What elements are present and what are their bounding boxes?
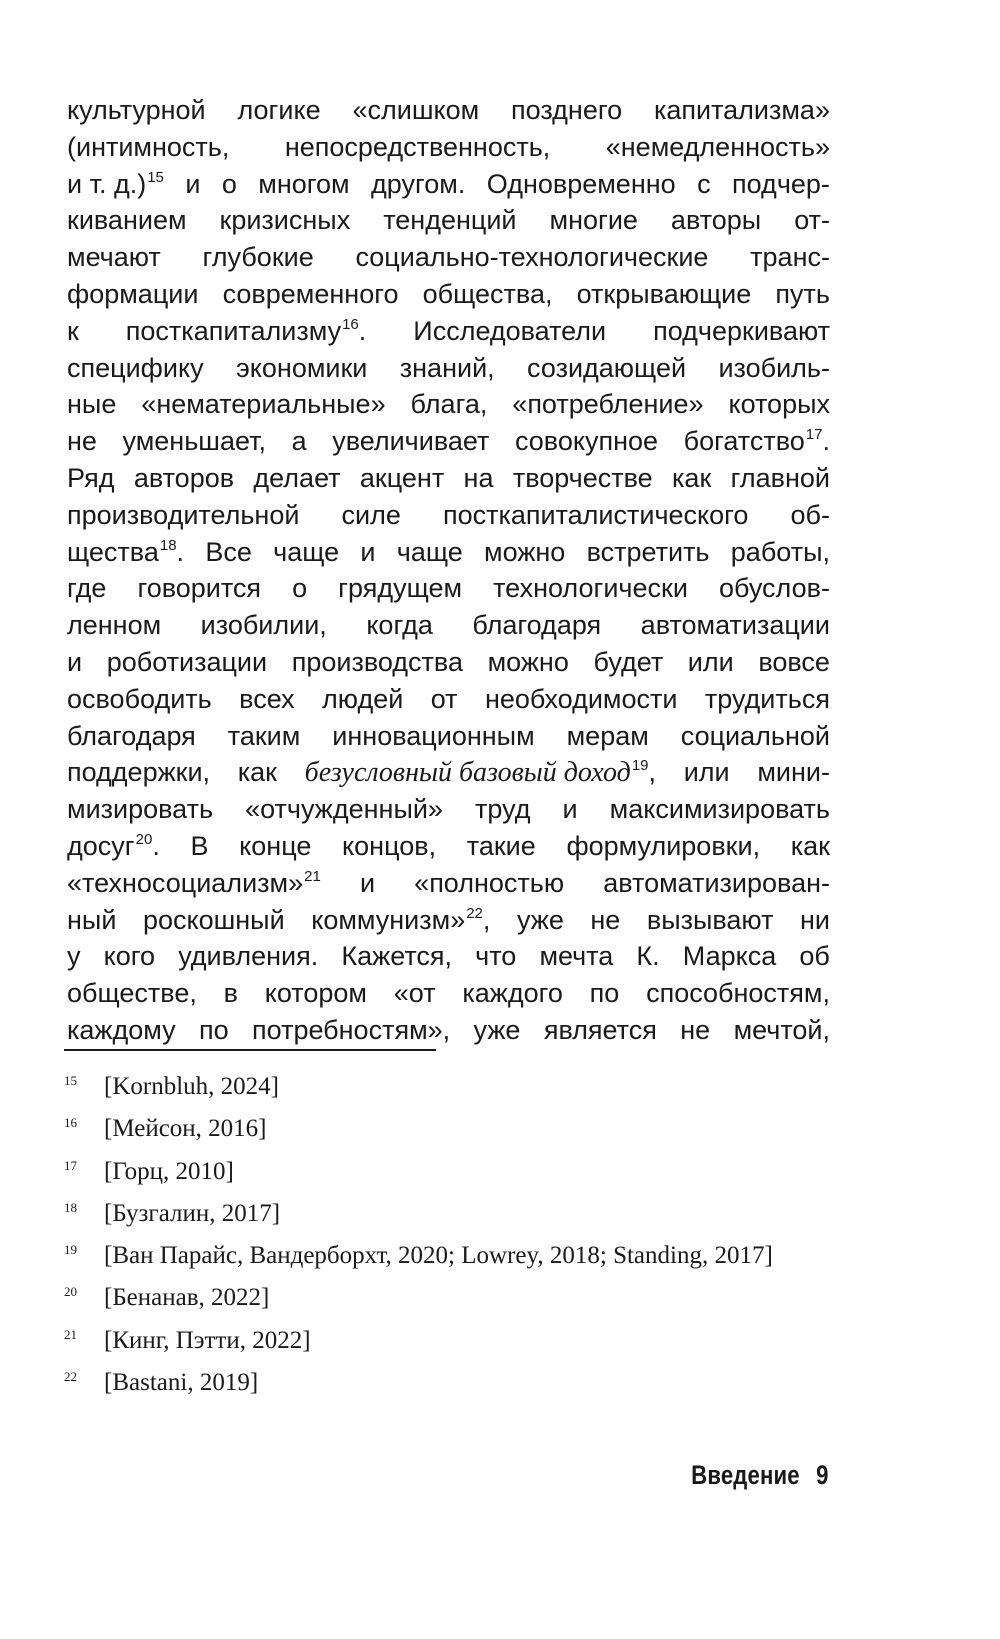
text-line — [67, 791, 830, 828]
word: посткапиталистического — [442, 499, 749, 530]
word: и — [562, 794, 578, 825]
word: роскошный — [142, 904, 285, 935]
word: (интимность, — [67, 131, 230, 162]
footnote-number: 15 — [64, 1073, 77, 1088]
word: автоматизации — [640, 610, 830, 641]
word: инновационным — [332, 720, 535, 751]
word: делает — [253, 462, 341, 493]
word: транс- — [750, 242, 830, 273]
word: концов, — [342, 830, 437, 861]
text-line — [67, 460, 830, 497]
word: чаще — [396, 536, 463, 567]
word: встретить — [586, 536, 710, 567]
word: труд — [475, 794, 531, 825]
word: уже — [473, 1014, 521, 1045]
word: когда — [366, 610, 433, 641]
word: котором — [264, 978, 367, 1009]
word: формации — [67, 278, 199, 309]
word: непосредственность, — [284, 131, 551, 162]
word: и — [360, 536, 376, 567]
word: кризисных — [219, 205, 351, 236]
word: глубокие — [202, 242, 314, 273]
word: по — [589, 978, 620, 1009]
word: говорится — [137, 573, 262, 604]
word: К. — [636, 941, 660, 972]
word: силе — [341, 499, 401, 530]
footnote-item — [64, 1320, 773, 1362]
word: каждого — [462, 978, 563, 1009]
word: подчеркивают — [653, 315, 830, 346]
italic-term: безусловный базовый доход — [304, 757, 631, 789]
word: не — [67, 426, 97, 457]
page-number: 9 — [816, 1460, 829, 1490]
word: социально-технологические — [355, 242, 709, 273]
text-line — [67, 313, 830, 350]
word: социальной — [680, 720, 830, 751]
word: главной — [730, 462, 830, 493]
word: роботизации — [106, 646, 268, 677]
word: ни — [800, 904, 830, 935]
text-line — [67, 92, 830, 129]
word: способностям, — [646, 978, 830, 1009]
word: обществе, — [67, 978, 197, 1009]
footnote-number: 20 — [64, 1284, 77, 1300]
text-line — [67, 718, 830, 755]
word: современного — [222, 278, 399, 309]
word: изобилии, — [200, 610, 327, 641]
word: знаний, — [399, 352, 495, 383]
word: позднего — [511, 95, 623, 125]
text-line — [67, 534, 830, 571]
word: безусловный базовый доход$^{19}$, — [304, 757, 657, 789]
word: Ряд — [67, 462, 115, 493]
word: созидающей — [527, 352, 687, 383]
word: Все — [205, 536, 252, 567]
word: мизировать — [67, 794, 214, 825]
word: Кажется, — [341, 941, 453, 972]
text-line — [67, 129, 830, 166]
word: вызывают — [646, 904, 774, 935]
word: обуслов- — [718, 573, 830, 604]
word: как — [790, 830, 830, 861]
word: киванием — [67, 205, 187, 236]
text-line — [67, 350, 830, 387]
word: кого — [103, 941, 156, 972]
word: мерам — [566, 720, 649, 751]
footnote-number: 16 — [64, 1115, 77, 1131]
word: путь — [775, 278, 830, 309]
word: богатство$^{17}$. — [683, 426, 830, 457]
text-line — [67, 497, 830, 534]
word: с — [697, 168, 711, 199]
word: «полностью — [414, 867, 565, 898]
word: где — [67, 573, 107, 604]
word: на — [463, 462, 494, 493]
footnote-text: [Кинг, Пэтти, 2022] — [104, 1326, 311, 1354]
footnote-number: 17 — [64, 1157, 77, 1173]
word: тенденций — [383, 205, 517, 236]
word: благодаря — [67, 720, 196, 751]
footnote-item — [64, 1151, 773, 1193]
text-line — [67, 166, 830, 203]
word: Исследователи — [413, 315, 607, 346]
footnote-divider — [64, 1049, 436, 1051]
word: «техносоциализм»$^{21}$ — [67, 867, 321, 898]
word: и — [359, 867, 376, 898]
word: удивления. — [178, 941, 319, 972]
word: экономики — [236, 352, 368, 383]
word: людей — [322, 683, 404, 714]
word: к — [67, 315, 79, 346]
word: является — [543, 1014, 657, 1045]
word: освободить — [67, 683, 212, 714]
word: в — [223, 978, 238, 1009]
word: конце — [239, 830, 312, 861]
word: капитализма» — [653, 95, 830, 125]
word: «отчужденный» — [245, 794, 443, 825]
word: коммунизм»$^{22}$, — [311, 904, 491, 935]
word: щества$^{18}$. — [67, 536, 185, 567]
footnote-number: 18 — [64, 1199, 77, 1215]
footnote-text: [Мейсон, 2016] — [104, 1115, 267, 1143]
footnote-item — [64, 1362, 773, 1404]
word: о — [221, 168, 237, 199]
word: акцент — [359, 462, 445, 493]
word: всех — [239, 683, 295, 714]
footnote-ref: 20 — [135, 830, 153, 848]
text-line — [67, 681, 830, 718]
footnote-item — [64, 1066, 773, 1108]
word: или — [683, 757, 730, 788]
word: не — [590, 904, 621, 935]
running-footer — [692, 1460, 829, 1491]
footnote-item — [64, 1108, 773, 1150]
word: авторы — [670, 205, 762, 236]
word: потребностям», — [252, 1014, 451, 1045]
word: трудиться — [704, 683, 830, 714]
word: уменьшает, — [122, 426, 266, 457]
word: общества, — [422, 278, 553, 309]
word: по — [199, 1014, 229, 1045]
word: производства — [291, 646, 463, 677]
word: что — [475, 941, 517, 972]
word: будет — [593, 646, 664, 677]
text-line — [67, 276, 830, 313]
word: другом. — [371, 168, 466, 199]
word: можно — [484, 536, 566, 567]
footnote-text: [Ван Парайс, Вандерборхт, 2020; Lowrey, 2018; Standing, 2017] — [104, 1242, 773, 1270]
word: а — [291, 426, 307, 457]
text-line — [67, 202, 830, 239]
word: досуг$^{20}$. — [67, 830, 160, 861]
footnote-text: [Бузгалин, 2017] — [104, 1199, 281, 1227]
word: «слишком — [352, 95, 480, 125]
word: «потребление» — [512, 389, 704, 420]
footnote-item — [64, 1235, 773, 1277]
word: об — [799, 941, 830, 972]
word: логике — [237, 95, 321, 125]
word: от- — [794, 205, 830, 236]
word: чаще — [273, 536, 340, 567]
word: «немедленность» — [605, 131, 830, 162]
word: многие — [549, 205, 638, 236]
word: увеличивает — [332, 426, 490, 457]
word: об- — [790, 499, 830, 530]
text-line — [67, 607, 830, 644]
text-line — [67, 975, 830, 1012]
footnote-item — [64, 1277, 773, 1319]
word: мечта — [539, 941, 614, 972]
word: можно — [487, 646, 569, 677]
footnote-ref: 21 — [304, 867, 321, 885]
footnote-ref: 22 — [466, 904, 483, 922]
word: поддержки, — [67, 757, 211, 788]
footnote-text: [Bastani, 2019] — [104, 1369, 259, 1397]
word: о — [292, 573, 308, 604]
text-line — [67, 754, 830, 791]
text-line — [67, 570, 830, 607]
footnotes-list — [64, 1066, 773, 1404]
word: многом — [258, 168, 350, 199]
word: мини- — [757, 757, 830, 788]
word: и — [185, 168, 201, 199]
footnote-text: [Kornbluh, 2024] — [104, 1073, 279, 1100]
word: ленном — [67, 610, 162, 641]
word: автоматизирован- — [603, 867, 830, 898]
footnote-number: 21 — [64, 1326, 77, 1342]
word: максимизировать — [609, 794, 830, 825]
word: таким — [227, 720, 301, 751]
word: культурной — [67, 95, 206, 125]
word: посткапитализму$^{16}$. — [125, 315, 367, 346]
word: В — [190, 830, 209, 861]
word: как — [672, 462, 712, 493]
footnote-ref: 15 — [147, 168, 164, 186]
word: «нематериальные» — [141, 389, 386, 420]
word: которых — [728, 389, 830, 420]
word: работы, — [730, 536, 830, 567]
word: такие — [466, 830, 536, 861]
footnote-ref: 17 — [805, 426, 823, 444]
word: творчестве — [512, 462, 653, 493]
footnote-text: [Горц, 2010] — [104, 1157, 234, 1185]
text-line — [67, 644, 830, 681]
text-line — [67, 386, 830, 423]
word: ные — [67, 389, 117, 420]
word: от — [430, 683, 458, 714]
word: или — [687, 646, 734, 677]
body-text — [67, 92, 830, 1049]
footnote-ref: 18 — [159, 536, 177, 554]
text-line — [67, 902, 830, 939]
word: у — [67, 941, 81, 972]
word: как — [237, 757, 277, 788]
footnote-number: 22 — [64, 1369, 77, 1385]
footnote-ref: 19 — [631, 757, 649, 775]
word: необходимости — [484, 683, 678, 714]
text-line — [67, 423, 830, 460]
word: вовсе — [758, 646, 830, 677]
word: «от — [393, 978, 436, 1009]
text-line — [67, 938, 830, 975]
word: Одновременно — [486, 168, 676, 199]
text-line — [67, 828, 830, 865]
word: не — [680, 1014, 711, 1045]
text-line — [67, 1012, 830, 1049]
word: мечтой, — [733, 1014, 830, 1045]
text-line — [67, 239, 830, 276]
word: совокупное — [514, 426, 659, 457]
section-title: Введение — [691, 1460, 801, 1490]
word: грядущем — [338, 573, 463, 604]
word: ный — [67, 904, 117, 935]
word: производительной — [67, 499, 300, 530]
word: открывающие — [576, 278, 752, 309]
word: уже — [516, 904, 564, 935]
word: и т. д.)$^{15}$ — [67, 168, 164, 199]
word: каждому — [67, 1014, 176, 1045]
word: Маркса — [682, 941, 777, 972]
word: авторов — [133, 462, 235, 493]
footnote-number: 19 — [64, 1242, 77, 1258]
footnote-ref: 16 — [342, 315, 359, 333]
word: блага, — [410, 389, 488, 420]
word: и — [67, 646, 83, 677]
word: технологически — [493, 573, 688, 604]
word: специфику — [67, 352, 204, 383]
text-line — [67, 865, 830, 902]
word: мечают — [67, 242, 161, 273]
word: благодаря — [472, 610, 602, 641]
word: изобиль- — [718, 352, 830, 383]
word: формулировки, — [566, 830, 761, 861]
footnote-item — [64, 1193, 773, 1235]
word: подчер- — [732, 168, 830, 199]
footnote-text: [Бенанав, 2022] — [104, 1284, 270, 1312]
